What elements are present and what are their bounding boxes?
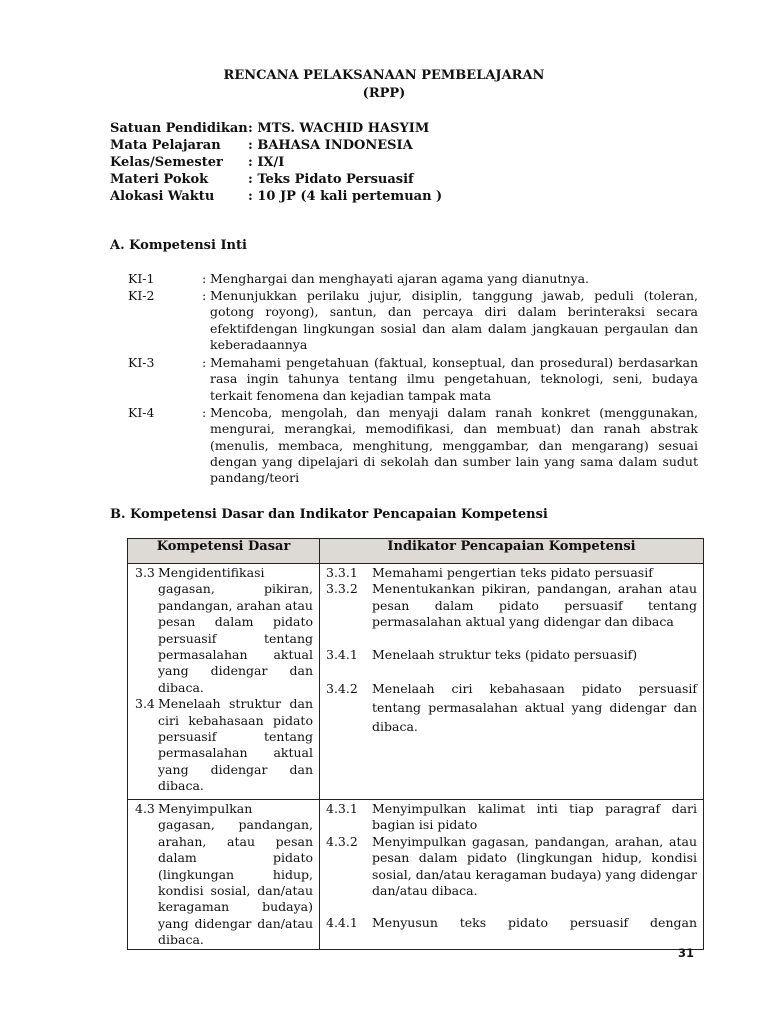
ki-code: KI-1: [128, 271, 155, 286]
ki-code: KI-3: [128, 355, 155, 370]
indicator-item: [320, 679, 703, 736]
identity-label: Mata Pelajaran: [110, 138, 221, 153]
indicator-text: Menelaah struktur teks (pidato persuasif): [372, 646, 638, 662]
identity-label: Materi Pokok: [110, 172, 209, 187]
indicator-item: [320, 801, 703, 834]
table-row: [128, 800, 704, 950]
ki-code: KI-2: [128, 288, 155, 303]
indicator-text: Memahami pengertian teks pidato persuasif: [372, 565, 653, 580]
indicator-text: Menentukankan pikiran, pandangan, arahan atau pesan dalam pidato persuasif tentang permasalahan aktual yang didengar dan dibaca: [372, 581, 697, 630]
ki-code: KI-4: [128, 405, 155, 420]
indicator-item: [320, 581, 703, 630]
indicator-number: 4.3.1: [326, 801, 358, 816]
identity-label: Kelas/Semester: [110, 155, 223, 170]
indicator-number: 4.4.1: [326, 915, 358, 931]
kd-number: 3.3: [135, 565, 155, 580]
table-cell-indicator: [320, 564, 704, 800]
indicator-number: 3.3.2: [326, 581, 358, 597]
identity-value: : BAHASA INDONESIA: [248, 138, 413, 153]
kd-text: Menelaah struktur dan ciri kebahasaan pidato persuasif tentang permasalahan aktual yang didengar dan dibaca.: [158, 696, 313, 794]
indicator-number: 3.4.1: [326, 646, 358, 662]
kd-number: 3.4: [135, 696, 155, 712]
table-cell-indicator: [320, 800, 704, 950]
table-cell-kd: [128, 564, 320, 800]
table-cell-kd: [128, 800, 320, 950]
ki-item: [128, 405, 698, 486]
indicator-number: 3.3.1: [326, 565, 358, 580]
ki-item: [128, 355, 698, 404]
indicator-number: 3.4.2: [326, 681, 358, 697]
indicator-text: Menyimpulkan gagasan, pandangan, arahan, atau pesan dalam pidato (lingkungan hidup, kondisi sosial, dan/atau keragaman budaya) yang didengar dan/atau dibaca.: [372, 833, 697, 899]
table-row: [128, 564, 704, 800]
ki-text: Memahami pengetahuan (faktual, konseptual, dan prosedural) berdasarkan rasa ingin tahunya tentang ilmu pengetahuan, teknologi, seni, budaya terkait fenomena dan kejadian tampak mata: [210, 355, 698, 403]
section-heading-kompetensi-inti: A. Kompetensi Inti: [110, 238, 247, 253]
kd-item: [128, 801, 319, 949]
kd-number: 4.3: [135, 801, 155, 816]
identity-value: : Teks Pidato Persuasif: [248, 172, 414, 187]
indicator-item: [320, 647, 703, 663]
ki-text: Menghargai dan menghayati ajaran agama yang dianutnya.: [210, 271, 590, 286]
kd-text: Mengidentifikasi gagasan, pikiran, pandangan, arahan atau pesan dalam pidato persuasif tentang permasalahan aktual yang didengar dan dibaca.: [158, 565, 313, 695]
ki-separator: :: [202, 288, 207, 303]
indicator-item: [320, 915, 703, 931]
kd-text: Menyimpulkan gagasan, pandangan, arahan, atau pesan dalam pidato (lingkungan hidup, kondisi sosial, dan/atau keragaman budaya) yang didengar dan/atau dibaca.: [158, 801, 313, 948]
ki-separator: :: [202, 405, 207, 420]
kd-item: [128, 696, 319, 794]
competency-table: [127, 538, 704, 950]
ki-separator: :: [202, 271, 207, 286]
identity-value: : 10 JP (4 kali pertemuan ): [248, 189, 443, 204]
identity-value: : MTS. WACHID HASYIM: [248, 121, 430, 136]
indicator-number: 4.3.2: [326, 833, 358, 849]
indicator-text: Menelaah ciri kebahasaan pidato persuasif tentang permasalahan aktual yang didengar dan dibaca.: [372, 681, 697, 735]
section-heading-kompetensi-dasar: B. Kompetensi Dasar dan Indikator Pencapaian Kompetensi: [110, 507, 548, 522]
indicator-text: Menyusun teks pidato persuasif dengan: [372, 915, 697, 931]
document-subtitle: (RPP): [362, 86, 406, 101]
kd-item: [128, 565, 319, 696]
document-title: RENCANA PELAKSANAAN PEMBELAJARAN: [223, 68, 545, 83]
ki-text: Mencoba, mengolah, dan menyaji dalam ranah konkret (menggunakan, mengurai, merangkai, memodifikasi, dan membuat) dan ranah abstrak (menulis, membaca, menghitung, menggambar, dan mengarang) sesuai dengan yang dipelajari di sekolah dan sumber lain yang sama dalam sudut pandang/teori: [210, 405, 698, 486]
ki-text: Menunjukkan perilaku jujur, disiplin, tanggung jawab, peduli (toleran, gotong royong), santun, dan percaya diri dalam berinteraksi secara efektifdengan lingkungan sosial dan alam dalam jangkauan pergaulan dan keberadaannya: [210, 288, 698, 352]
identity-label: Alokasi Waktu: [110, 189, 215, 204]
table-header-indicator: Indikator Pencapaian Kompetensi: [320, 539, 704, 564]
ki-item: [128, 271, 698, 287]
indicator-text: Menyimpulkan kalimat inti tiap paragraf dari bagian isi pidato: [372, 801, 697, 833]
indicator-item: [320, 834, 703, 900]
identity-label: Satuan Pendidikan: [110, 121, 248, 136]
table-header-kd: Kompetensi Dasar: [128, 539, 320, 564]
page-number: 31: [678, 946, 695, 960]
identity-value: : IX/I: [248, 155, 285, 170]
ki-item: [128, 288, 698, 353]
ki-separator: :: [202, 355, 207, 370]
indicator-item: [320, 565, 703, 581]
table-header-row: [128, 539, 704, 564]
